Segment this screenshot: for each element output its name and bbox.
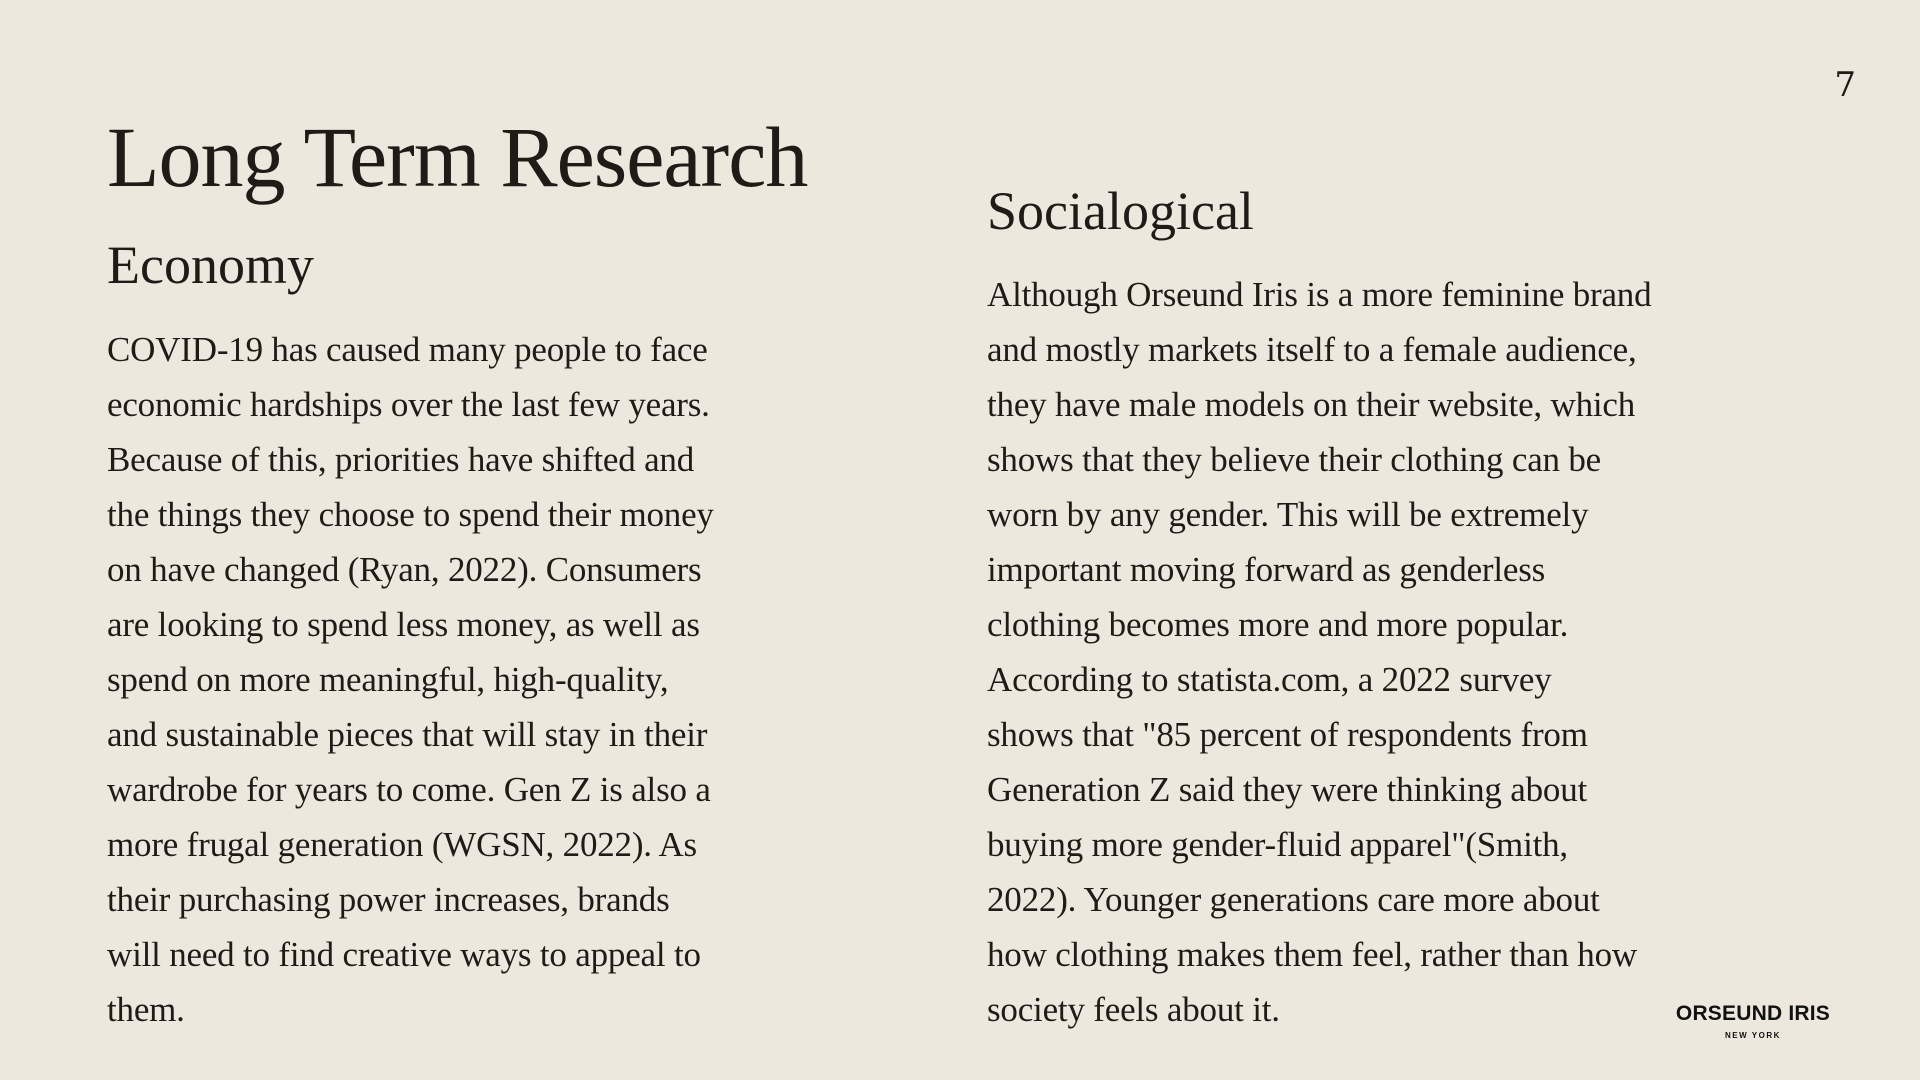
- sociological-line: According to statista.com, a 2022 survey: [987, 660, 1552, 699]
- brand-name: ORSEUND IRIS: [1675, 1001, 1830, 1025]
- brand-location: NEW YORK: [1725, 1031, 1781, 1040]
- economy-line: economic hardships over the last few years.: [107, 385, 710, 424]
- sociological-line: important moving forward as genderless: [987, 550, 1546, 589]
- sociological-line: Generation Z said they were thinking about: [987, 770, 1588, 809]
- economy-heading: Economy: [107, 235, 314, 295]
- sociological-line: how clothing makes them feel, rather than how: [987, 935, 1637, 974]
- economy-line: more frugal generation (WGSN, 2022). As: [107, 825, 697, 864]
- brand-logo: [1676, 1002, 1830, 1040]
- sociological-line: Although Orseund Iris is a more feminine brand: [987, 275, 1652, 314]
- sociological-line: 2022). Younger generations care more about: [987, 880, 1600, 919]
- economy-line: are looking to spend less money, as well as: [107, 605, 700, 644]
- economy-line: wardrobe for years to come. Gen Z is also a: [107, 770, 711, 809]
- page-title: Long Term Research: [107, 109, 808, 205]
- sociological-line: they have male models on their website, which: [987, 385, 1636, 424]
- economy-line: them.: [107, 990, 185, 1029]
- sociological-line: clothing becomes more and more popular.: [987, 605, 1569, 644]
- economy-line: spend on more meaningful, high-quality,: [107, 660, 669, 699]
- sociological-line: shows that they believe their clothing can be: [987, 440, 1602, 479]
- sociological-line: shows that "85 percent of respondents from: [987, 715, 1588, 754]
- economy-line: their purchasing power increases, brands: [107, 880, 670, 919]
- sociological-line: worn by any gender. This will be extremely: [987, 495, 1589, 534]
- economy-line: on have changed (Ryan, 2022). Consumers: [107, 550, 702, 589]
- economy-line: Because of this, priorities have shifted and: [107, 440, 695, 479]
- economy-line: will need to find creative ways to appeal to: [107, 935, 701, 974]
- economy-line: and sustainable pieces that will stay in their: [107, 715, 708, 754]
- economy-line: COVID-19 has caused many people to face: [107, 330, 708, 369]
- sociological-line: buying more gender-fluid apparel"(Smith,: [987, 825, 1568, 864]
- page-number: 7: [1834, 65, 1856, 105]
- sociological-line: society feels about it.: [987, 990, 1280, 1029]
- economy-line: the things they choose to spend their money: [107, 495, 714, 534]
- sociological-heading: Socialogical: [987, 181, 1254, 241]
- economy-body: [107, 322, 867, 1037]
- sociological-body: [987, 267, 1807, 1037]
- sociological-line: and mostly markets itself to a female audience,: [987, 330, 1637, 369]
